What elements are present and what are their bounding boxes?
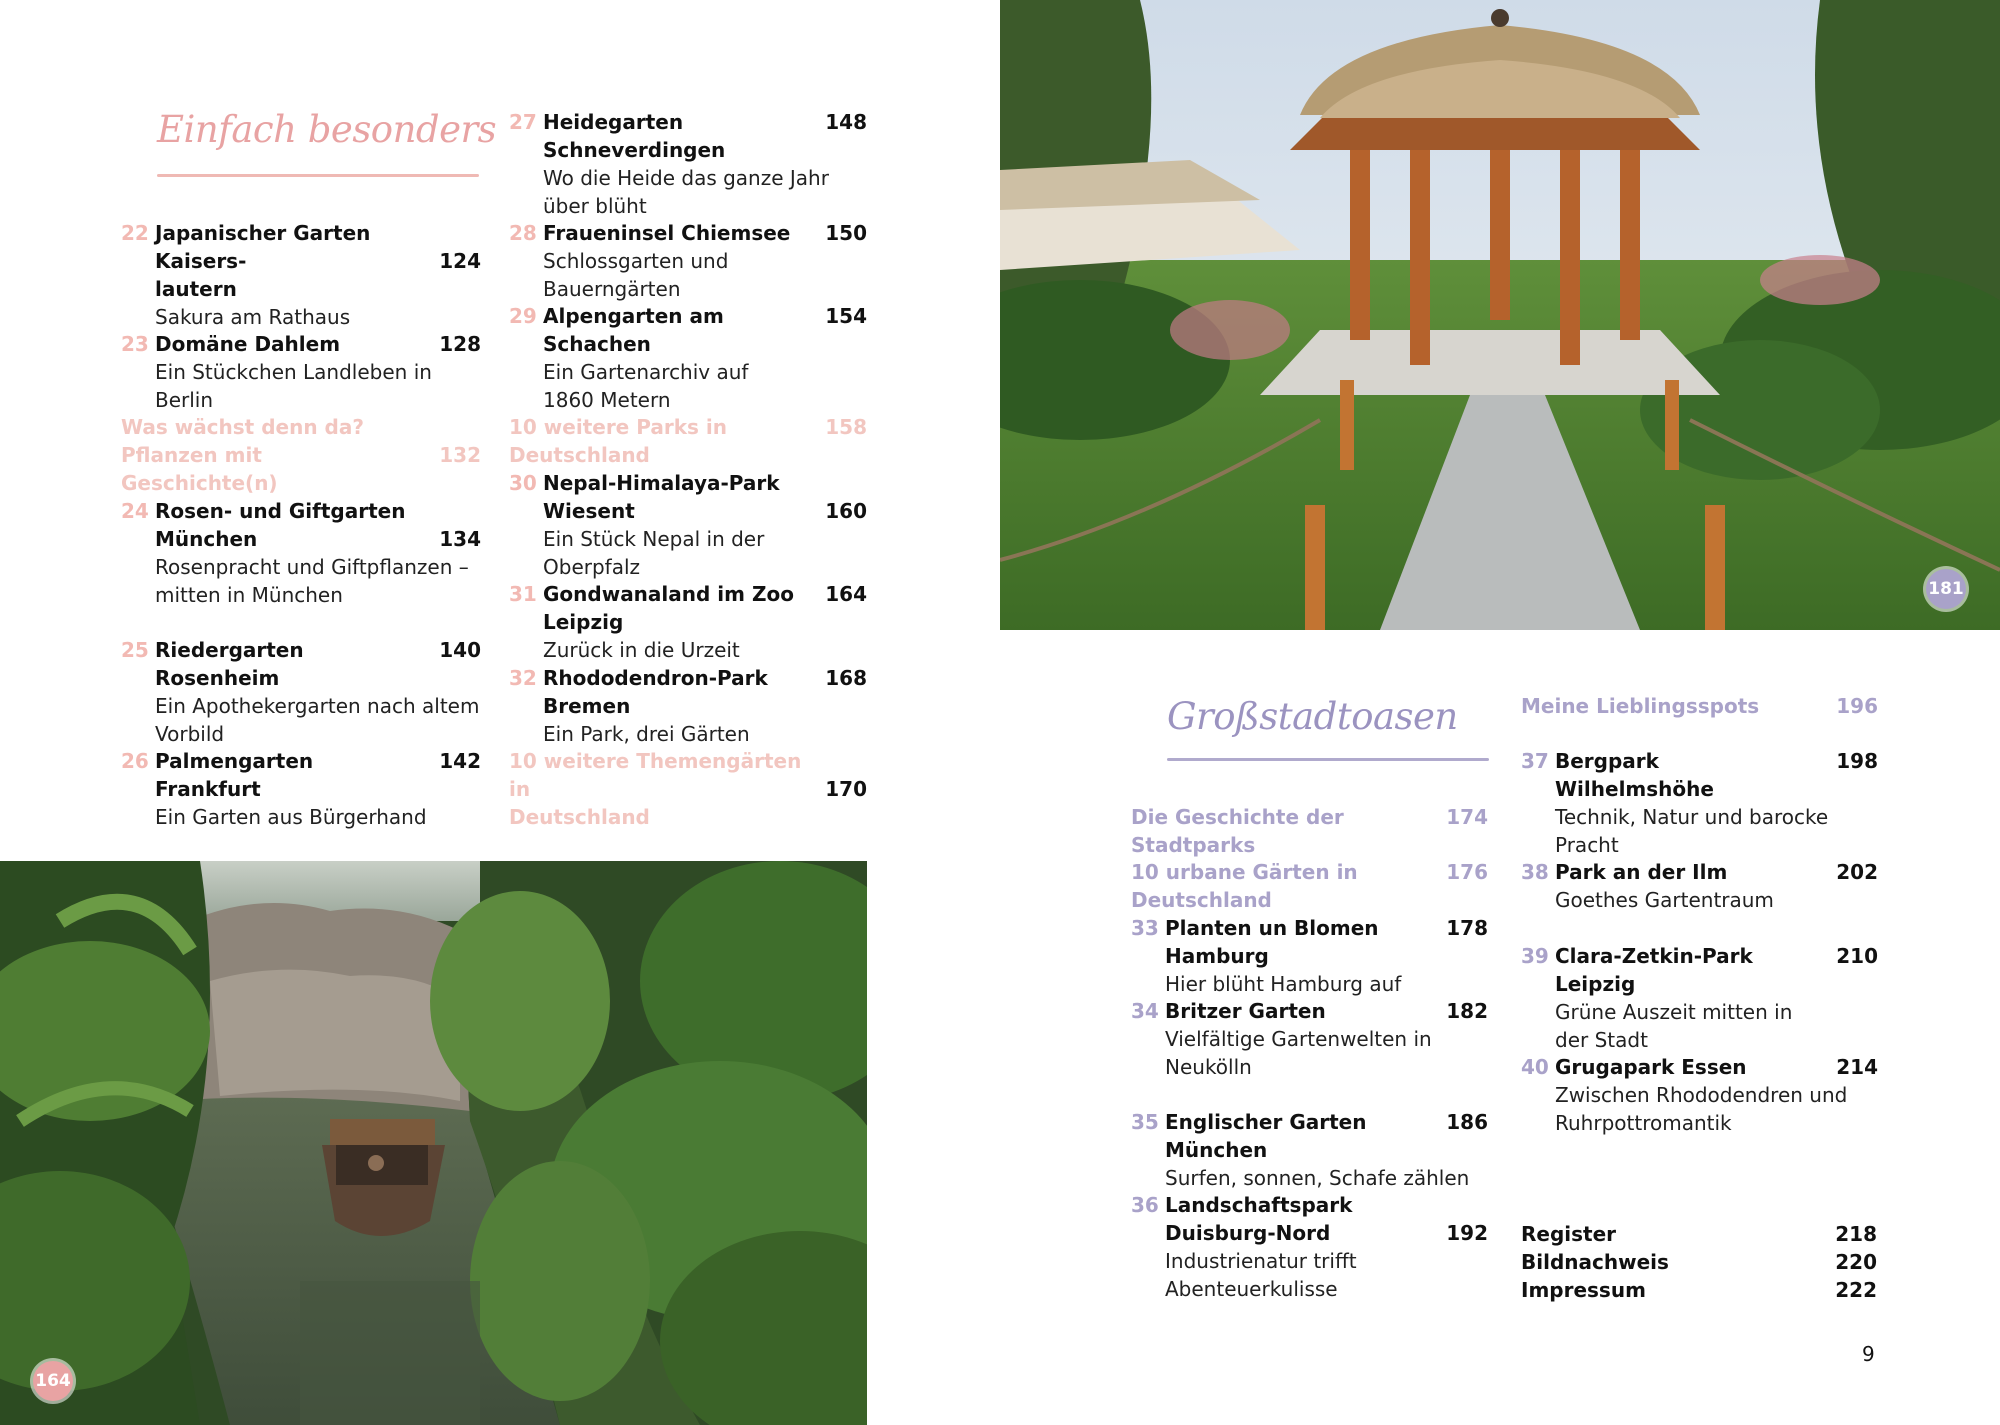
page-badge-164: 164 <box>33 1361 73 1401</box>
heading-underline <box>1167 758 1489 761</box>
photo-gondwanaland-boat <box>0 861 867 1425</box>
toc-bildnachweis[interactable]: Bildnachweis 220 <box>1521 1250 1877 1274</box>
toc-special-pflanzen[interactable]: Was wächst denn da? Pflanzen mit Geschichte(n) 132 <box>121 415 481 495</box>
photo-japanese-pavilion <box>1000 0 2000 630</box>
toc-special-urbane-gaerten[interactable]: 10 urbane Gärten in Deutschland 176 <box>1131 860 1488 912</box>
page-badge-181: 181 <box>1926 569 1966 609</box>
section-heading-einfach-besonders: Einfach besonders <box>157 108 497 151</box>
toc-special-parks[interactable]: 10 weitere Parks in Deutschland 158 <box>509 415 867 467</box>
page-number: 9 <box>1862 1342 1875 1366</box>
section-heading-grossstadtoasen: Großstadtoasen <box>1167 695 1458 738</box>
toc-special-lieblingsspots[interactable]: Meine Lieblingsspots 196 <box>1521 694 1878 718</box>
heading-underline <box>157 174 479 177</box>
toc-register[interactable]: Register 218 <box>1521 1222 1877 1246</box>
toc-impressum[interactable]: Impressum 222 <box>1521 1278 1877 1302</box>
toc-special-themengaerten[interactable]: 10 weitere Themengärten in Deutschland 170 <box>509 749 867 829</box>
toc-special-stadtparks[interactable]: Die Geschichte der Stadtparks 174 <box>1131 805 1488 857</box>
